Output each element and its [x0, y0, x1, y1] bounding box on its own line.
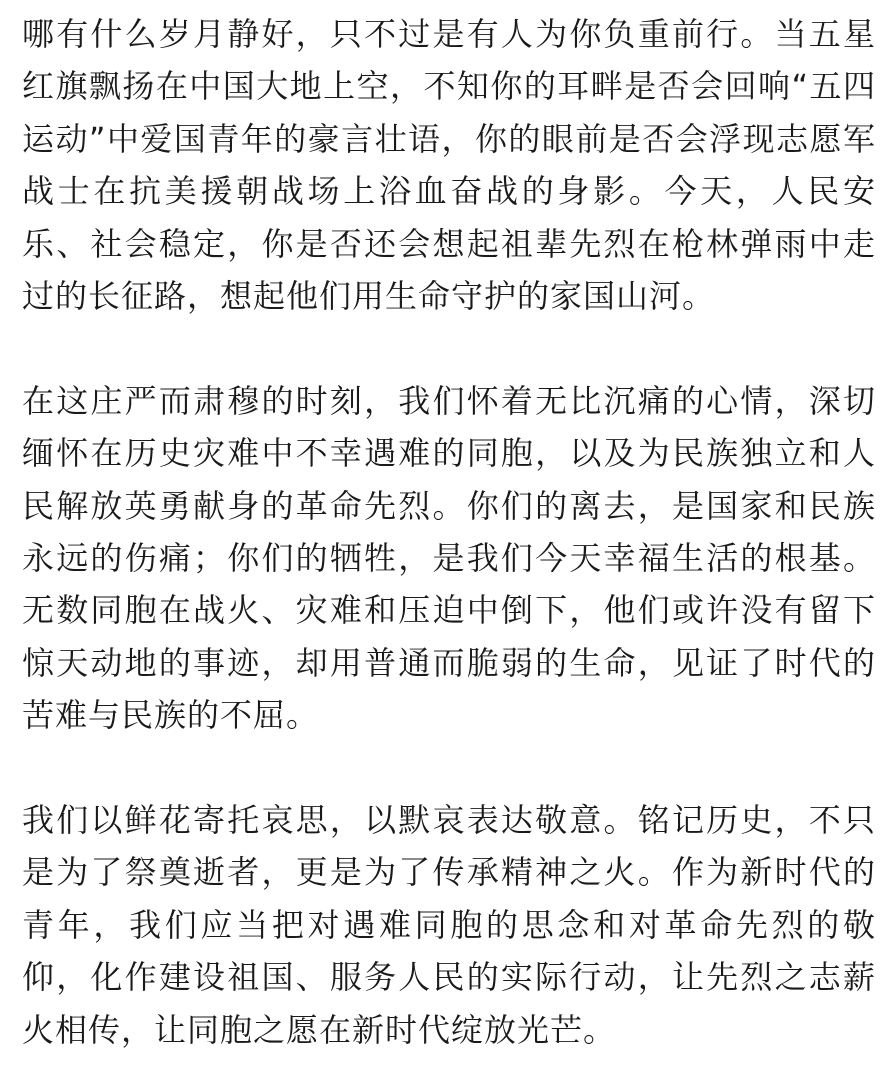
- paragraph-1: 哪有什么岁月静好，只不过是有人为你负重前行。当五星红旗飘扬在中国大地上空，不知你的耳畔是否会回响“五四运动”中爱国青年的豪言壮语，你的眼前是否会浮现志愿军战士在抗美援朝战场上浴血奋战的身影。今天，人民安乐、社会稳定，你是否还会想起祖辈先烈在枪林弹雨中走过的长征路，想起他们用生命守护的家国山河。: [22, 15, 876, 316]
- paragraph-2: 在这庄严而肃穆的时刻，我们怀着无比沉痛的心情，深切缅怀在历史灾难中不幸遇难的同胞，以及为民族独立和人民解放英勇献身的革命先烈。你们的离去，是国家和民族永远的伤痛；你们的牺牲，是我们今天幸福生活的根基。无数同胞在战火、灾难和压迫中倒下，他们或许没有留下惊天动地的事迹，却用普通而脆弱的生命，见证了时代的苦难与民族的不屈。: [22, 381, 876, 735]
- paragraph-3: 我们以鲜花寄托哀思，以默哀表达敬意。铭记历史，不只是为了祭奠逝者，更是为了传承精神之火。作为新时代的青年，我们应当把对遇难同胞的思念和对革命先烈的敬仰，化作建设祖国、服务人民的实际行动，让先烈之志薪火相传，让同胞之愿在新时代绽放光芒。: [22, 801, 876, 1049]
